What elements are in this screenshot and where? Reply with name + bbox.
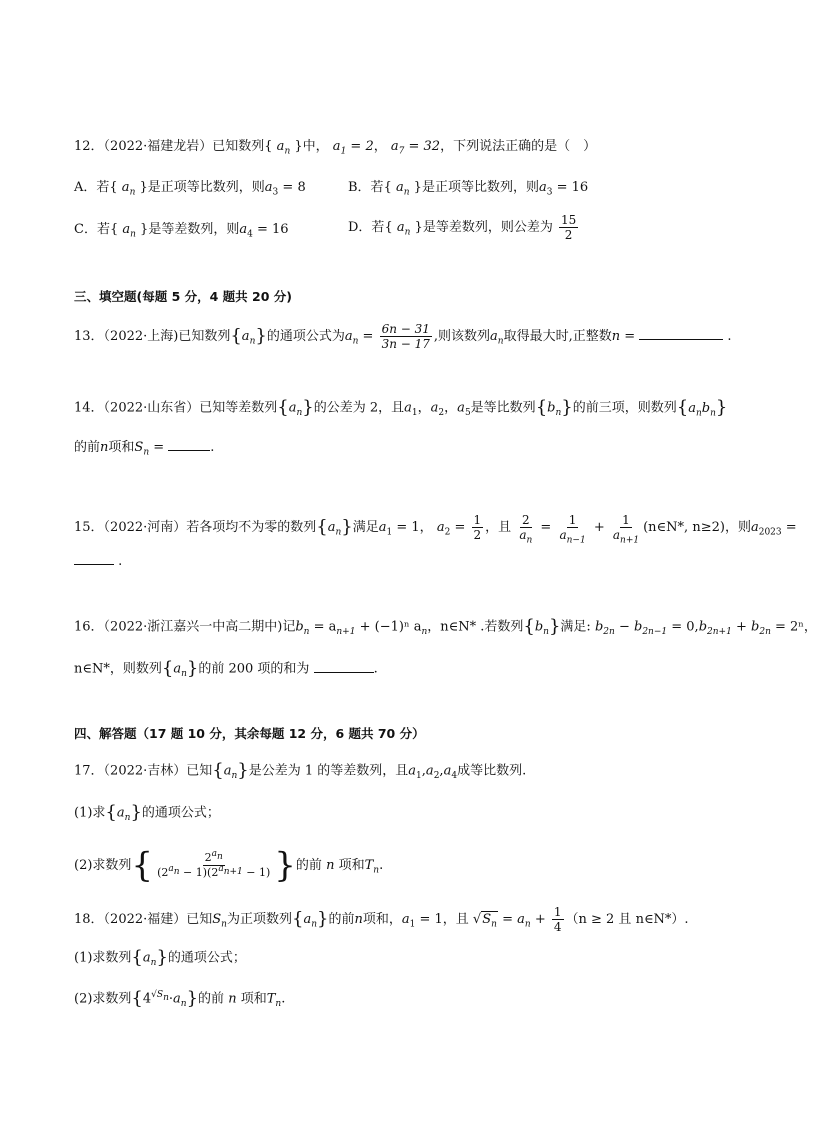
option-c-text: 是等差数列，则	[148, 222, 240, 237]
q14-part-b: 的公差为 2，且	[313, 400, 405, 416]
q18-stem: 18．（2022·福建）已知$S_n$为正项数列$\{a_n\}$的前n项和，$a_1 = 1$，且 $√S_n = a_n$ + $\frac{1}{4}$ （n ≥ 2 且 n∈N*）.	[74, 905, 689, 934]
option-a-label: A．若	[74, 180, 110, 195]
q15-plus: +	[593, 520, 605, 535]
q17-p2-d: .	[379, 858, 384, 873]
q14-sep2: ，	[444, 400, 458, 416]
q16-part-e: 满足:	[560, 619, 591, 635]
q12-option-d: D．若{ $a_n$ }是等差数列，则公差为 $\frac{15}{2}$	[348, 213, 577, 242]
q17-part-a: 17．（2022·吉林）已知	[74, 763, 213, 779]
option-a-eq: = 8	[282, 180, 306, 195]
q15-eq: =	[540, 520, 552, 535]
q17-p1-b: 的通项公式；	[141, 805, 220, 821]
q15-answer-blank	[74, 552, 114, 565]
q15-equals: =	[785, 520, 797, 535]
q15-part-b: 满足	[352, 520, 379, 535]
option-b-label: B．若	[348, 180, 384, 195]
option-b-text: 是正项等比数列，则	[421, 180, 539, 195]
q13-answer-blank	[639, 327, 723, 340]
option-d-text: 是等差数列，则公差为	[422, 220, 553, 235]
q18-part1: (1)求数列$\{a_n\}$的通项公式；	[74, 947, 246, 969]
q16-plus: +	[735, 619, 747, 635]
section-3-heading: 三、填空题(每题 5 分，4 题共 20 分)	[74, 289, 292, 304]
q13-part-d: 取得最大时,正整数	[503, 329, 612, 344]
q15-line1: 15．（2022·河南）若各项均不为零的数列$\{a_n\}$满足$a_1 = 1$， $a_2$ = $\frac{1}{2}$ ，且 $\frac{2}{a_n}$ = $\frac{1}{a_{n-1}}$ + $\frac{1}{a_{n+1}}$ (n∈N*, n≥2)，则$a_{2023}$ =	[74, 513, 797, 546]
q12-option-c: C．若{ $a_n$ }是等差数列，则$a_4 = 16$	[74, 222, 289, 240]
q14-line1: 14．（2022·山东省）已知等差数列$\{a_n\}$的公差为 2，且$a_1$，$a_2$，$a_5$是等比数列$\{b_n\}$的前三项，则数列$\{a_nb_n\}$	[74, 397, 728, 419]
q16-line2: n∈N*，则数列$\{a_n\}$的前 200 项的和为 .	[74, 658, 378, 680]
option-a-text: 是正项等比数列，则	[147, 180, 265, 195]
q14-part-a: 14．（2022·山东省）已知等差数列	[74, 400, 278, 416]
q16-part-d: ，n∈N* .若数列	[427, 619, 524, 635]
q14-line2: 的前n项和$S_n$ = .	[74, 440, 215, 458]
q14-answer-blank	[168, 438, 210, 451]
q18-part-a: 18．（2022·福建）已知	[74, 912, 213, 927]
q13-part-a: 13．（2022·上海)已知数列	[74, 329, 231, 344]
q15-frac-half: $\frac{1}{2}$	[473, 513, 482, 542]
q15-frac-2: $\frac{1}{a_{n+1}}$	[612, 513, 640, 546]
q16-part-i: = 2ⁿ，	[775, 619, 817, 635]
q13-fraction: $\frac{6n - 31}{3n - 17}$	[381, 322, 430, 351]
q17-p2-c: 项和	[338, 858, 365, 873]
q14-part-f: 的前三项，则数列	[572, 400, 677, 416]
option-d-fraction: $\frac{15}{2}$	[560, 213, 577, 242]
q14-line2-b: 项和	[108, 440, 135, 455]
q16-answer-blank	[314, 660, 374, 673]
option-d-label: D．若	[348, 220, 385, 235]
q15-part-a: 15．（2022·河南）若各项均不为零的数列	[74, 520, 317, 535]
q18-part-c: 的前	[328, 912, 355, 927]
q13-part-c: ,则该数列	[433, 329, 491, 344]
q14-line2-a: 的前	[74, 440, 101, 455]
q16-line2-a: n∈N*，则数列	[74, 661, 162, 677]
option-b-eq: = 16	[556, 180, 589, 195]
q17-fraction: $\frac{2^{a_n}}{(2^{a_n} - 1)(2^{a_{n+1}} - 1)}$	[157, 849, 271, 879]
q12-stem: 12．（2022·福建龙岩）已知数列{ $a_n$ }中， $a_1 = 2$， $a_7 = 32$，下列说法正确的是（ ）	[74, 139, 597, 157]
section-4-heading: 四、解答题（17 题 10 分，其余每题 12 分，6 题共 70 分）	[74, 726, 425, 741]
q15-part-i: ，则	[724, 520, 751, 535]
q18-plus: +	[534, 912, 546, 927]
q14-part-e: 是等比数列	[470, 400, 536, 416]
q13-part-b: 的通项公式为	[266, 329, 345, 344]
q16-minus: −	[618, 619, 630, 635]
q17-stem: 17．（2022·吉林）已知$\{a_n\}$是公差为 1 的等差数列，且$a_1,a_2,a_4$成等比数列.	[74, 760, 527, 782]
q12-cond1: $a_1 = 2$	[332, 139, 374, 157]
q12-seq: { $a_n$ }	[264, 139, 303, 157]
option-c-label: C．若	[74, 222, 110, 237]
q15-part-d: =	[454, 520, 466, 535]
q15-line2: .	[74, 552, 122, 572]
q18-eq: =	[502, 912, 513, 927]
q18-p1-a: (1)求数列	[74, 950, 132, 966]
q18-part-e: = 1，且	[419, 912, 469, 927]
q12-option-a: A．若{ $a_n$ }是正项等比数列，则$a_3 = 8$	[74, 180, 306, 198]
q17-part-c: 成等比数列.	[457, 763, 527, 779]
q16-line2-b: 的前 200 项的和为	[198, 661, 310, 677]
q16-part-b: = a	[313, 619, 337, 635]
q14-equals: =	[153, 440, 165, 455]
q12-stem-mid: 中，	[302, 139, 329, 154]
q18-frac-quarter: $\frac{1}{4}$	[553, 905, 562, 934]
q14-sep1: ，	[417, 400, 431, 416]
q17-part-b: 是公差为 1 的等差数列，且	[248, 763, 409, 779]
q15-frac-lhs: $\frac{2}{a_n}$	[519, 513, 533, 546]
q15-part-c: = 1，	[396, 520, 433, 535]
q16-line1: 16．（2022·浙江嘉兴一中高二期中)记$b_n = a_{n+1} + (-1)^n$ $a_n$，n∈N* .若数列$\{b_n\}$满足: $b_{2n} - b_{2n-1} = 0,b_{2n+1} + b_{2n} = 2^n$，	[74, 616, 817, 638]
q17-part1: (1)求$\{a_n\}$的通项公式；	[74, 802, 220, 824]
q18-p1-b: 的通项公式；	[167, 950, 246, 966]
q18-part-b: 为正项数列	[226, 912, 292, 927]
q18-p2-c: 项和	[240, 991, 267, 1007]
q18-p2-b: 的前	[198, 991, 225, 1007]
q18-p2-a: (2)求数列	[74, 991, 132, 1007]
q15-condition: (n∈N*, n≥2)	[643, 520, 725, 535]
q16-part-a: 16．（2022·浙江嘉兴一中高二期中)记	[74, 619, 296, 635]
q12-stem-end: ，下列说法正确的是（ ）	[440, 139, 597, 154]
option-c-eq: = 16	[256, 222, 289, 237]
q17-p2-a: (2)求数列	[74, 858, 132, 873]
q16-part-g: = 0,	[671, 619, 699, 635]
q15-frac-1: $\frac{1}{a_{n-1}}$	[559, 513, 586, 546]
q13: 13．（2022·上海)已知数列$\{a_n\}$的通项公式为$a_n$ = $\frac{6n - 31}{3n - 17}$ ,则该数列$a_n$取得最大时,正整数n = .	[74, 322, 732, 351]
q12-cond2: $a_7 = 32$	[390, 139, 441, 157]
q18-part-d: 项和，	[362, 912, 402, 927]
q16-period: .	[373, 661, 378, 677]
q12-stem-start: 12．（2022·福建龙岩）已知数列	[74, 139, 265, 154]
q13-equals: =	[624, 329, 636, 344]
q17-part2: (2)求数列{ $\frac{2^{a_n}}{(2^{a_n} - 1)(2^{a_{n+1}} - 1)}$ }的前 n 项和$T_n$.	[74, 845, 384, 886]
q18-part2: (2)求数列$\{4^{√S_n}\cdot a_n\}$的前 n 项和$T_n$.	[74, 988, 286, 1010]
q18-condition: （n ≥ 2 且 n∈N*）.	[565, 912, 689, 927]
q16-part-c: + (−1)ⁿ a	[359, 619, 422, 635]
q12-option-b: B．若{ $a_n$ }是正项等比数列，则$a_3 = 16$	[348, 180, 589, 198]
q18-p2-d: .	[281, 991, 286, 1007]
q17-p2-b: 的前	[295, 858, 322, 873]
q15-part-e: ，且	[485, 520, 512, 535]
q17-p1-a: (1)求	[74, 805, 106, 821]
